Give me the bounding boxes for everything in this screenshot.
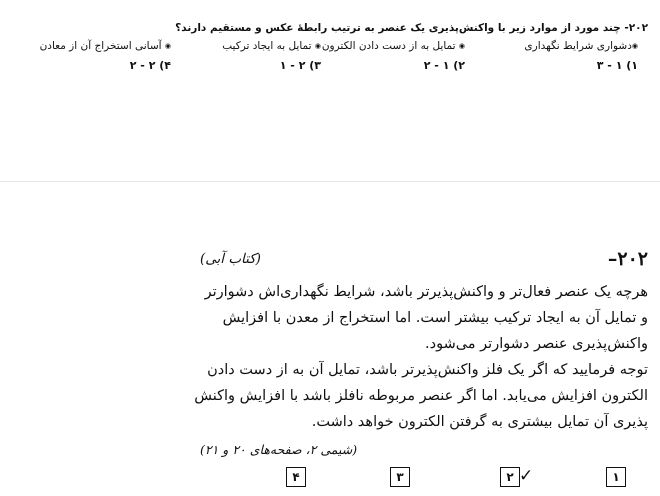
option-text-3: تمایل به ایجاد ترکیب: [222, 40, 312, 52]
option-answer-1: ۱) ۱ - ۳: [596, 59, 638, 72]
choice-box-1: ۱: [606, 467, 626, 487]
choice-box-3: ۳: [390, 467, 410, 487]
explanation-line-5: الکترون افزایش می‌یابد. اما اگر عنصر مربوطه نافلز باشد با افزایش واکنش: [194, 388, 648, 404]
explanation-line-1: هرچه یک عنصر فعال‌تر و واکنش‌پذیرتر باشد، شرایط نگهداری‌اش دشوارتر: [204, 284, 648, 300]
option-text-1: دشواری شرایط نگهداری: [524, 40, 632, 52]
answer-number: ۲۰۲–: [607, 248, 648, 270]
explanation-line-6: پذیری آن تمایل بیشتری به گرفتن الکترون خواهد داشت.: [311, 414, 648, 430]
option-label-3: [222, 40, 321, 52]
option-answer-3: ۳) ۲ - ۱: [279, 59, 321, 72]
option-marker-4: ◉: [164, 42, 171, 50]
book-reference: (شیمی ۲، صفحه‌های ۲۰ و ۲۱): [200, 442, 358, 457]
question-title: ۲۰۲- چند مورد از موارد زیر با واکنش‌پذیری یک عنصر به ترتیب رابطهٔ عکس و مستقیم دارند؟: [175, 22, 648, 34]
option-marker-3: ◉: [314, 42, 321, 50]
explanation-line-4: توجه فرمایید که اگر یک فلز واکنش‌پذیرتر باشد، تمایل آن به از دست دادن: [207, 362, 648, 378]
option-answer-2: ۲) ۱ - ۲: [423, 59, 465, 72]
answer-source: (کتاب آبی): [200, 251, 261, 267]
explanation-line-3: واکنش‌پذیری عنصر دشوارتر می‌شود.: [425, 336, 648, 352]
choice-box-2: ۲: [500, 467, 520, 487]
option-text-4: آسانی استخراج آن از معادن: [39, 40, 162, 52]
option-marker-1: ◉: [631, 42, 638, 50]
option-label-4: [40, 40, 171, 52]
option-text-2: تمایل به از دست دادن الکترون: [321, 40, 456, 52]
explanation-line-2: و تمایل آن به ایجاد ترکیب بیشتر است. اما استخراج از معدن با افزایش: [222, 310, 648, 326]
correct-check-icon: ✓: [519, 466, 534, 486]
option-answer-4: ۴) ۲ - ۲: [129, 59, 171, 72]
option-label-1: [524, 40, 638, 52]
section-divider: [0, 181, 660, 182]
option-marker-2: ◉: [458, 42, 465, 50]
option-label-2: [322, 40, 465, 52]
choice-box-4: ۴: [286, 467, 306, 487]
